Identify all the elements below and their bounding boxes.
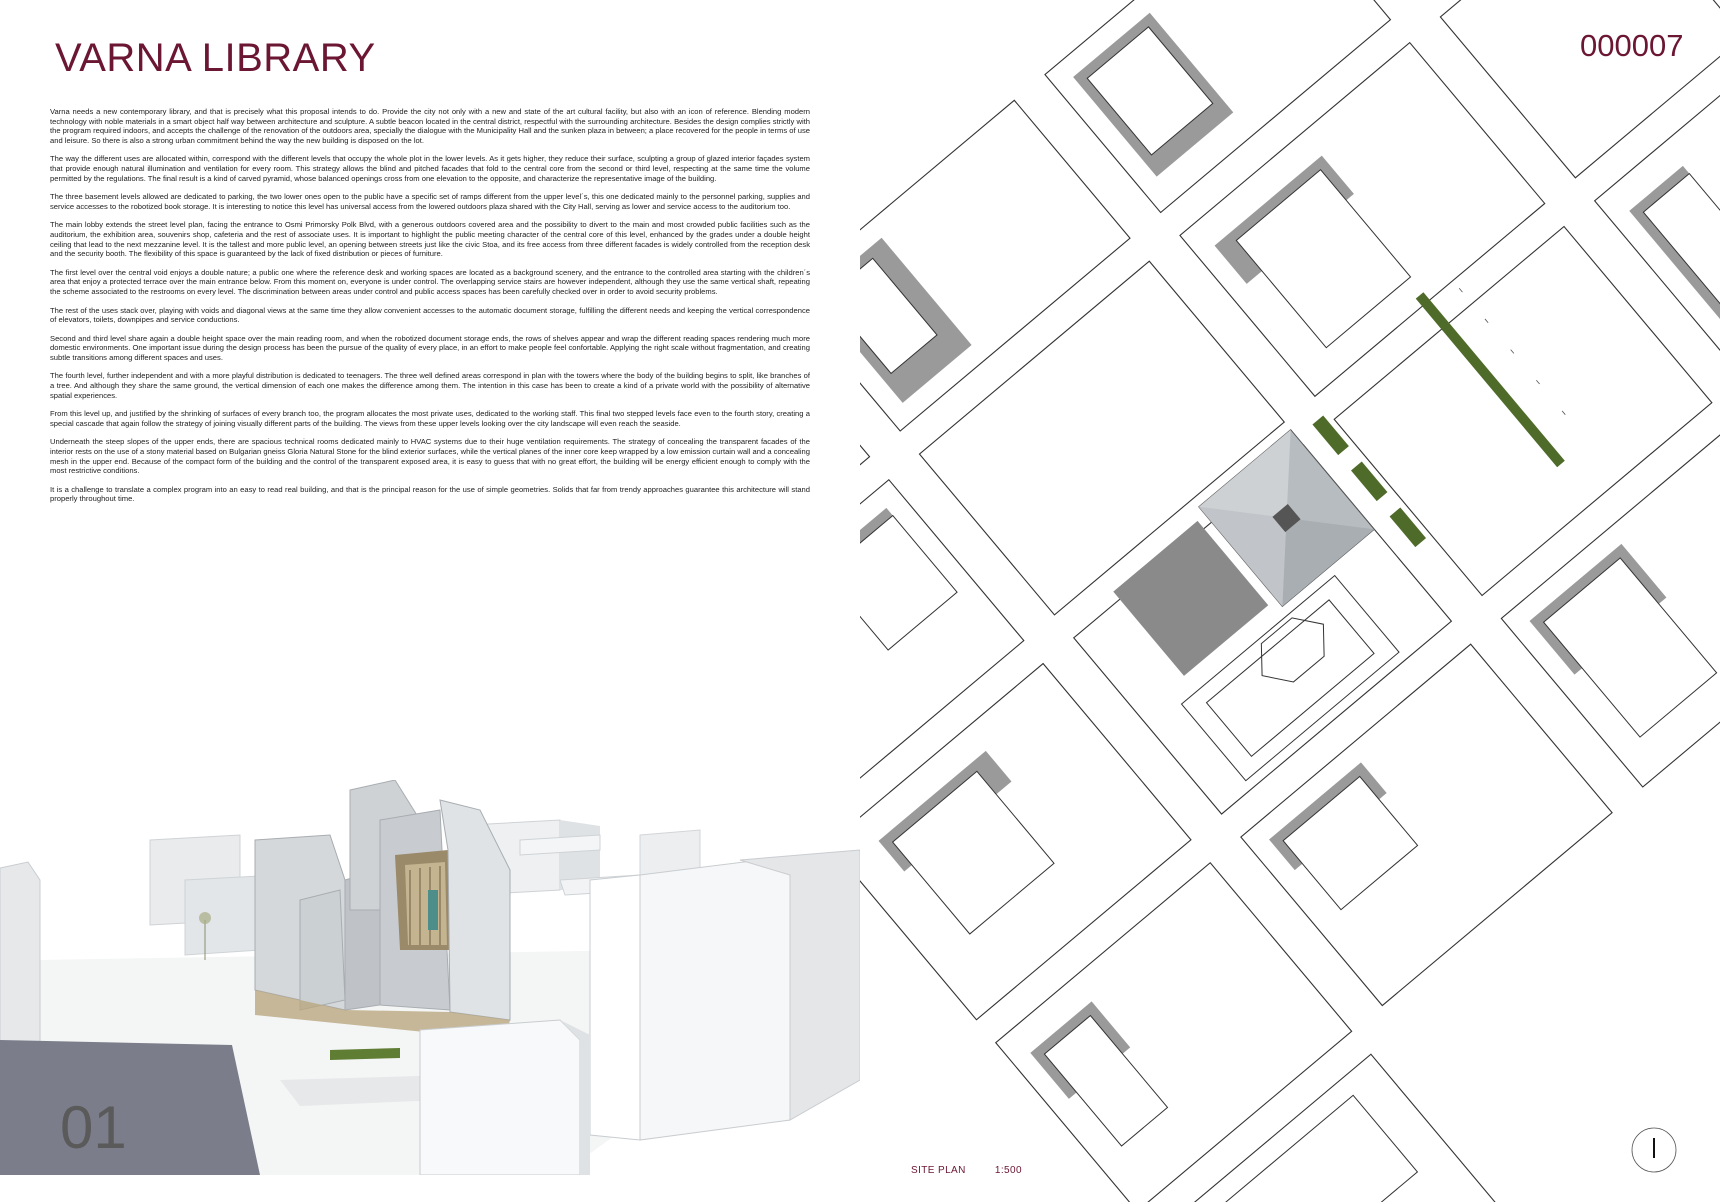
site-plan-scale: 1:500 xyxy=(994,1165,1022,1176)
paragraph: The rest of the uses stack over, playing with voids and diagonal views at the same time they allow convenient accesses to the automatic document storage, fulfilling the different needs and keeping the vertical correspondence of elevators, toilets, downpipes and service conductions. xyxy=(50,305,810,325)
paragraph: Second and third level share again a double height space over the main reading room, and when the robotized document storage ends, the rows of shelves appear and wrap the different reading spaces rendering much more domestic environments. One important issue during the design process has been the pursue of the quality of every place, in an effort to make people feel confortable. Applying the right scale without fragmentation, and creating subtle transitions among different spaces and uses. xyxy=(50,333,810,362)
building-rendering xyxy=(0,780,860,1175)
paragraph: The main lobby extends the street level plan, facing the entrance to Osmi Primorsky Polk Blvd, with a generous outdoors covered area and the possibility to divert to the main and most crowded public facilities such as the auditorium, the exhibition area, souvenirs shop, cafeteria and the rest of associate uses. It is important to highlight the public meeting character of the central core of this level, enhanced by the grades under a double height ceiling that lead to the next mezzanine level. It is the tallest and more public level, an opening between streets just like the civic Stoa, and its free access from three different facades is widely controlled from the reception desk and the security booth. The flexibility of this space is guaranteed by the lack of fixed distribution or pieces of furniture. xyxy=(50,220,810,259)
paragraph: From this level up, and justified by the shrinking of surfaces of every branch too, the program allocates the most private uses, dedicated to the working staff. This final two stepped levels face even to the fourth story, creating a special cascade that again follow the strategy of joining visually different parts of the building. The views from these upper levels looking over the city landscape will even reach the seaside. xyxy=(50,409,810,428)
paragraph: It is a challenge to translate a complex program into an easy to read real building, and that is the principal reason for the use of simple geometries. Solids that far from trendy approaches guarantee this architecture will stand properly throughout time. xyxy=(50,484,810,504)
site-plan-label: SITE PLAN xyxy=(911,1165,966,1176)
site-plan-drawing xyxy=(860,0,1720,1202)
page-title: VARNA LIBRARY xyxy=(55,36,376,80)
site-plan-caption xyxy=(911,1165,1048,1176)
project-code: 000007 xyxy=(1580,28,1684,63)
paragraph: Varna needs a new contemporary library, and that is precisely what this proposal intends to do. Provide the city not only with a new and state of the art cultural facility, but also with an icon of reference. Blending modern technology with noble materials in a smart object half way between architecture and sculpture. A subtle beacon located in the central district, respectful with the surrounding architecture. Besides the design complies strictly with the program required indoors, and accepts the challenge of the renovation of the outdoors area, specially the dialogue with the Municipality Hall and the sunken plaza in between; a place recovered for the people in terms of use and leisure. So there is also a strong urban commitment behind the way the new building is disposed on the lot. xyxy=(50,107,810,145)
north-arrow-icon xyxy=(1628,1124,1680,1176)
description-text xyxy=(50,107,810,513)
paragraph: The way the different uses are allocated within, correspond with the different levels that occupy the whole plot in the lower levels. As it gets higher, they reduce their surface, sculpting a group of glazed interior façades system that provide enough natural illumination and ventilation for every room. This strategy allows the blind and pitched facades that fold to the central core from the second or third level, respecting at the same time the volume permitted by the regulations. The final result is a kind of carved pyramid, whose balanced openings cross from one elevation to the opposite, and characterize the representative image of the building. xyxy=(50,154,810,183)
paragraph: Underneath the steep slopes of the upper ends, there are spacious technical rooms dedicated mainly to HVAC systems due to their huge ventilation requirements. The strategy of concealing the transparent facades of the interior rests on the use of a stony material based on Bulgarian gneiss Gloria Natural Stone for the blind exterior surfaces, while the vertical planes of the inner core keep wrapped by a low emission curtain wall and a concealing mesh in the upper end. Because of the compact form of the building and the control of the transparent exposed area, it is easy to guess that with no great effort, the building will be energy efficient enough to comply with the most restrictive conditions. xyxy=(50,437,810,476)
sheet-number: 01 xyxy=(60,1094,127,1161)
paragraph: The fourth level, further independent and with a more playful distribution is dedicated to teenagers. The three well defined areas correspond in plan with the towers where the body of the building begins to split, like branches of a tree. And although they share the same ground, the vertical dimension of each one makes the difference among them. The intention in this case has been to create a kind of a private world with the possibility of alternative spatial experiences. xyxy=(50,371,810,400)
paragraph: The first level over the central void enjoys a double nature; a public one where the reference desk and working spaces are located as a background scenery, and the entrance to the controlled area starting with the children´s area that enjoy a protected terrace over the main entrance below. From this moment on, everyone is under control. The overlapping service stairs are however independent, although they use the same vertical shaft, repeating the scheme associated to the restrooms on every level. The discrimination between areas under control and public access spaces has been carefully checked over in order to avoid security problems. xyxy=(50,267,810,296)
paragraph: The three basement levels allowed are dedicated to parking, the two lower ones open to the public have a specific set of ramps different from the upper level´s, this one dedicated mainly to the personnel parking, supplies and service accesses to the robotized book storage. It is interesting to notice this level has universal access from the lowered outdoors plaza shared with the City Hall, serving as lower and service access to the auditorium too. xyxy=(50,192,810,211)
